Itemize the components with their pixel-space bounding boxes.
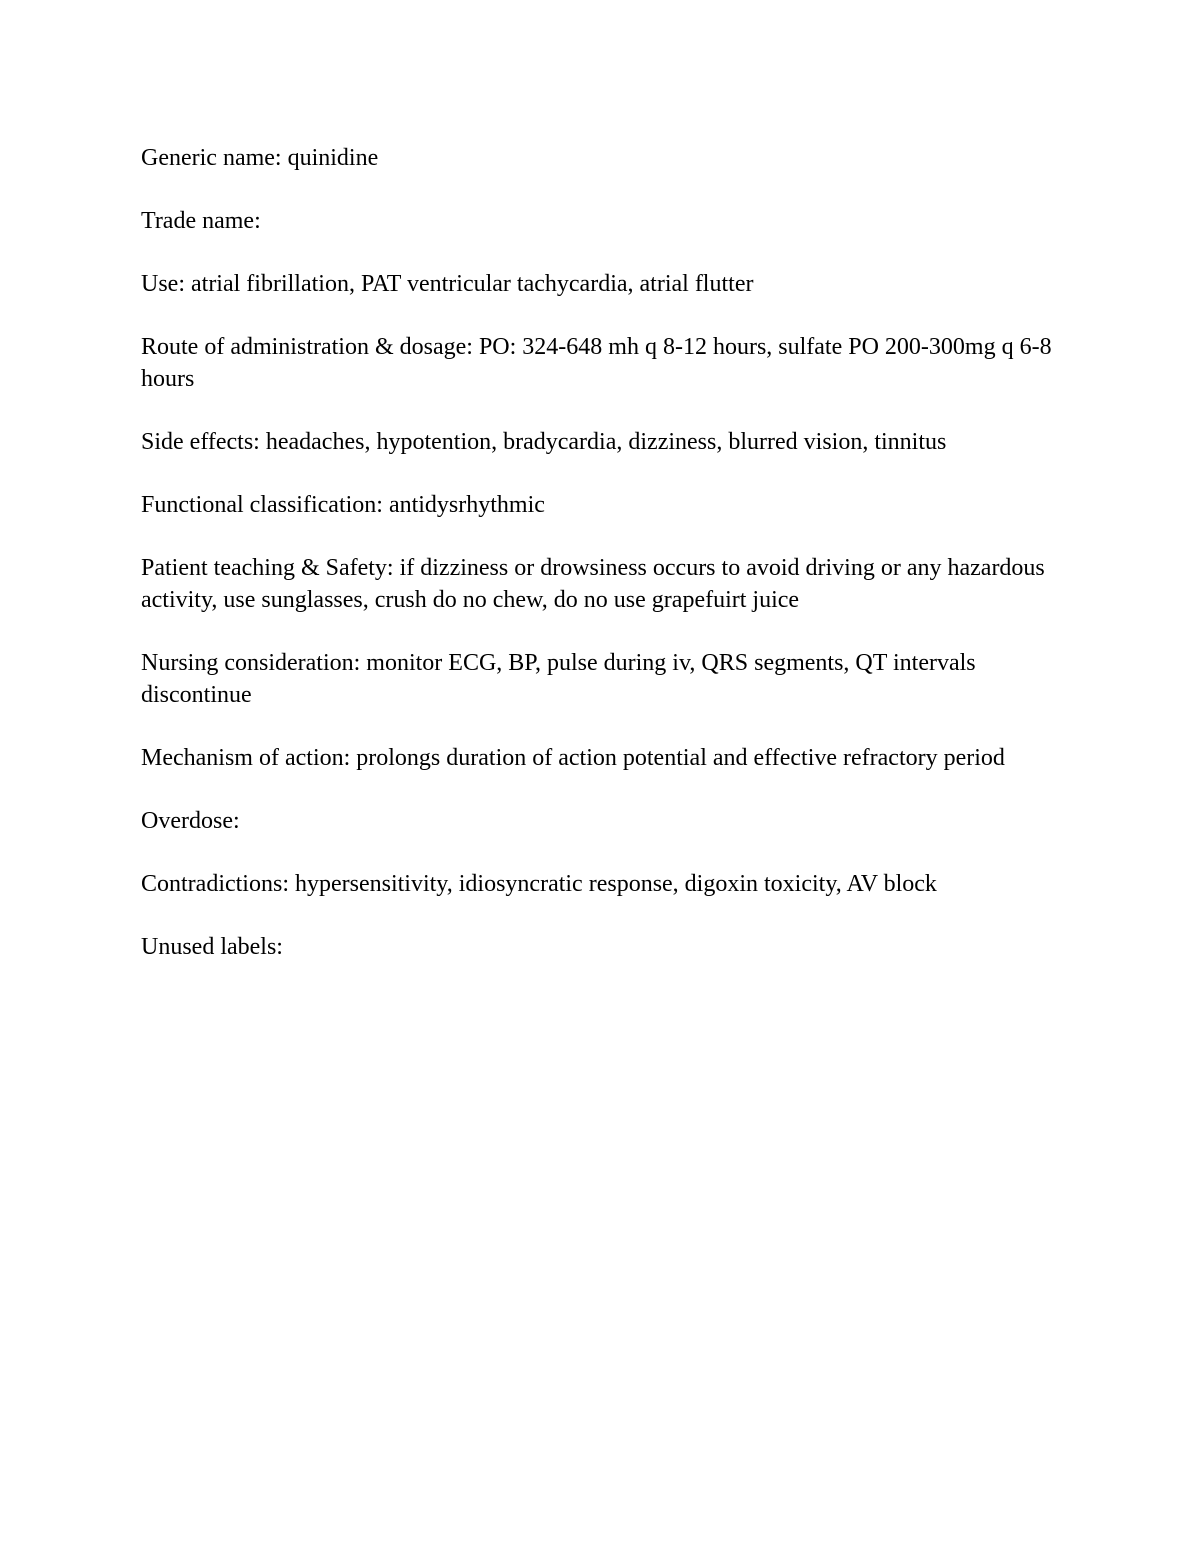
entry-generic-name: Generic name: quinidine — [141, 145, 379, 171]
entry-route-dosage: Route of administration & dosage: PO: 324-648 mh q 8-12 hours, sulfate PO 200-300mg q 6-8 hours — [141, 334, 1052, 392]
entry-nursing-consideration: Nursing consideration: monitor ECG, BP, pulse during iv, QRS segments, QT intervals discontinue — [141, 650, 976, 708]
document-body — [141, 142, 1071, 994]
entry-contradictions: Contradictions: hypersensitivity, idiosyncratic response, digoxin toxicity, AV block — [141, 871, 937, 897]
entry-use: Use: atrial fibrillation, PAT ventricular tachycardia, atrial flutter — [141, 271, 754, 297]
entry-unused-labels: Unused labels: — [141, 934, 283, 960]
entry-overdose: Overdose: — [141, 808, 240, 834]
entry-trade-name: Trade name: — [141, 208, 261, 234]
entry-patient-teaching: Patient teaching & Safety: if dizziness or drowsiness occurs to avoid driving or any hazardous activity, use sunglasses, crush do no chew, do no use grapefuirt juice — [141, 555, 1045, 613]
entry-mechanism-of-action: Mechanism of action: prolongs duration of action potential and effective refractory period — [141, 745, 1005, 771]
entry-side-effects: Side effects: headaches, hypotention, bradycardia, dizziness, blurred vision, tinnitus — [141, 429, 947, 455]
entry-functional-classification: Functional classification: antidysrhythmic — [141, 492, 545, 518]
